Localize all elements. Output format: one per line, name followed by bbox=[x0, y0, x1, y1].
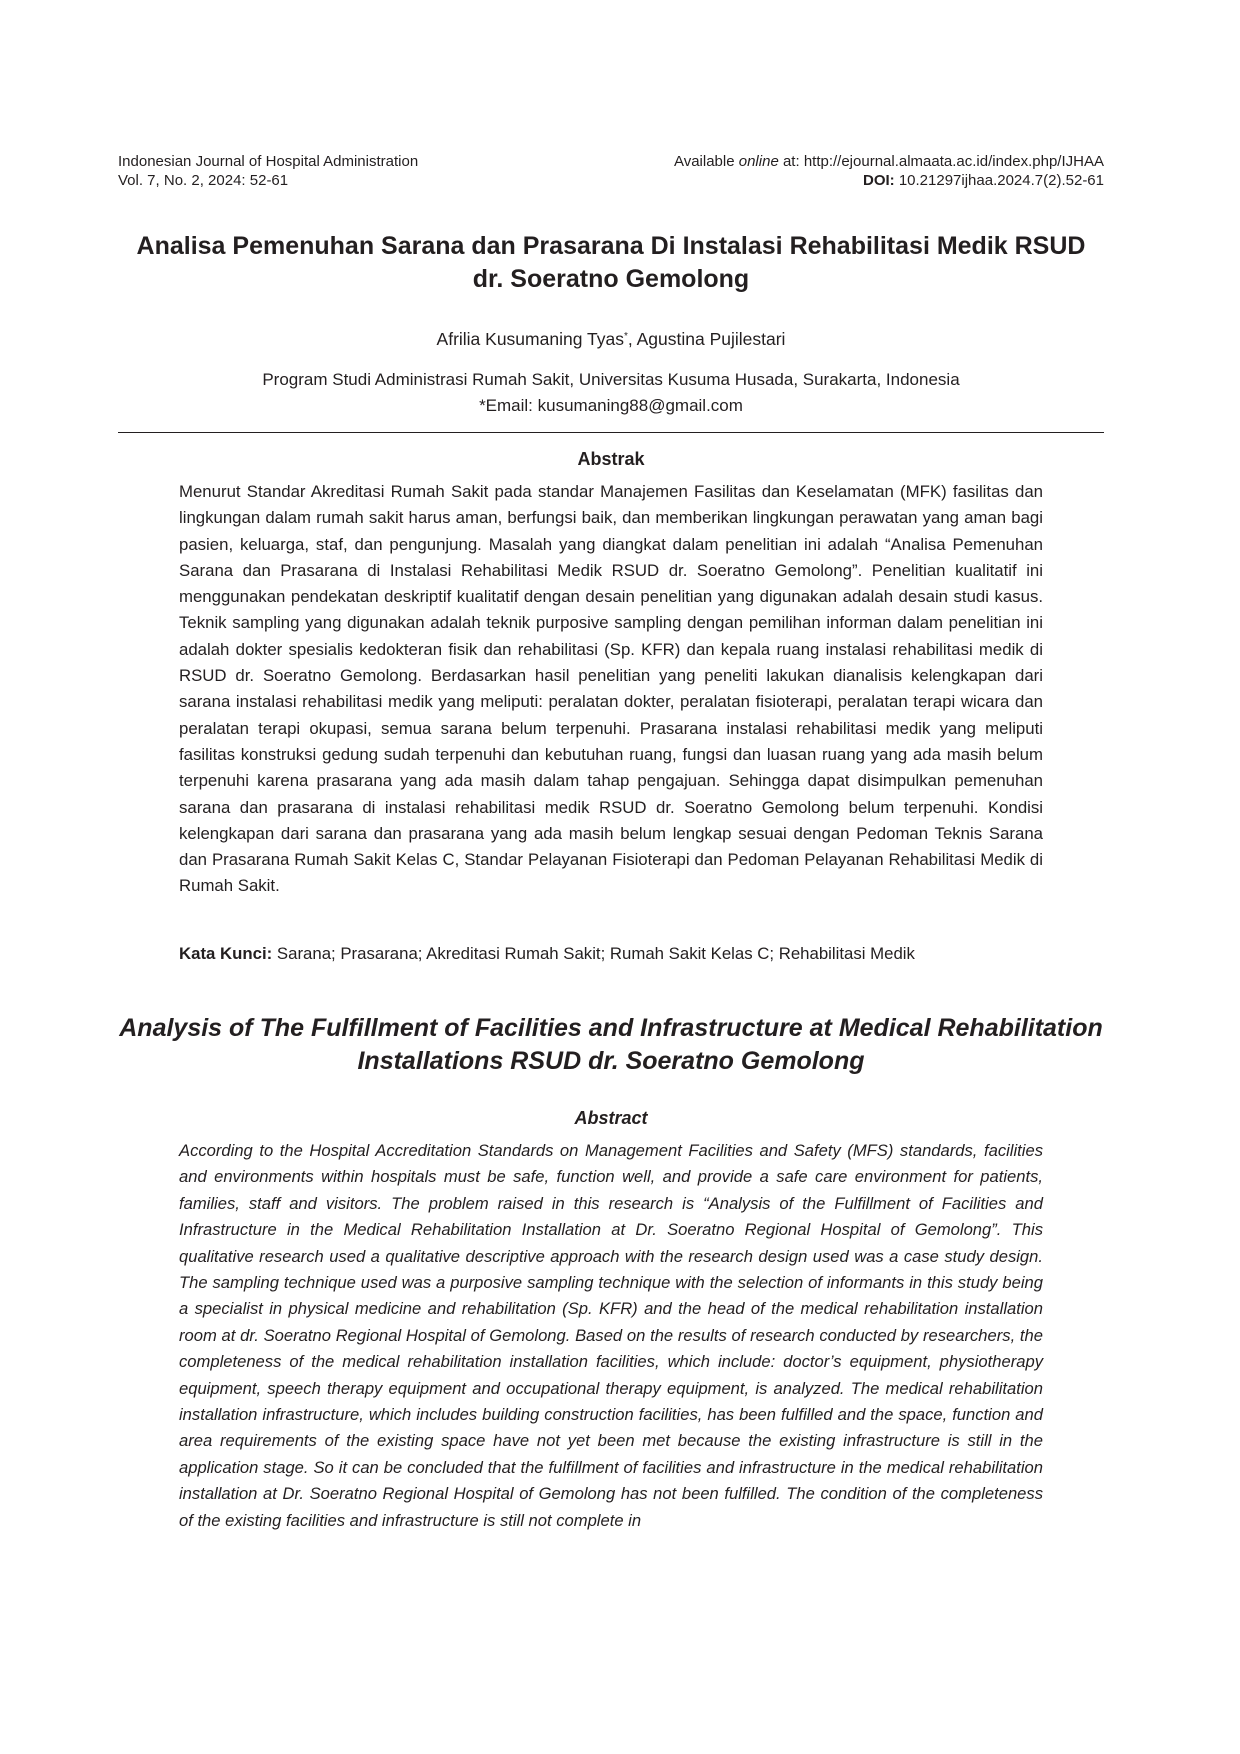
affiliation-block bbox=[118, 367, 1104, 419]
journal-name: Indonesian Journal of Hospital Administration bbox=[118, 153, 419, 170]
corresponding-mark: * bbox=[623, 331, 628, 342]
affiliation: Program Studi Administrasi Rumah Sakit, Universitas Kusuma Husada, Surakarta, Indonesia bbox=[262, 370, 960, 389]
paper-title-indonesian: Analisa Pemenuhan Sarana dan Prasarana Di Instalasi Rehabilitasi Medik RSUD dr. Soeratno Gemolong bbox=[136, 232, 1086, 293]
available-online-word: online bbox=[738, 153, 779, 170]
keywords-line bbox=[179, 943, 1043, 965]
journal-links bbox=[674, 152, 1104, 190]
paper-title-english: Analysis of The Fulfillment of Facilities and Infrastructure at Medical Rehabilitation Installations RSUD dr. Soeratno Gemolong bbox=[119, 1014, 1103, 1075]
keywords-value: Sarana; Prasarana; Akreditasi Rumah Sakit; Rumah Sakit Kelas C; Rehabilitasi Medik bbox=[272, 944, 915, 963]
author-line bbox=[118, 328, 1104, 350]
author-name: Afrilia Kusumaning Tyas bbox=[436, 329, 624, 349]
journal-url[interactable]: at: http://ejournal.almaata.ac.id/index.php/IJHAA bbox=[782, 153, 1104, 170]
abstract-text-english: According to the Hospital Accreditation Standards on Management Facilities and Safety (MFS) standards, facilities and environments within hospitals must be safe, function well, and provide a safe care environment for patients, families, staff and visitors. The problem raised in this research is “Analysis of the Fulfillment of Facilities and Infrastructure in the Medical Rehabilitation Installation at Dr. Soeratno Regional Hospital of Gemolong”. This qualitative research used a qualitative descriptive approach with the research design used was a case study design. The sampling technique used was a purposive sampling technique with the selection of informants in this study being a specialist in physical medicine and rehabilitation (Sp. KFR) and the head of the medical rehabilitation installation room at dr. Soeratno Regional Hospital of Gemolong. Based on the results of research conducted by researchers, the completeness of the medical rehabilitation installation facilities, which include: doctor’s equipment, physiotherapy equipment, speech therapy equipment and occupational therapy equipment, is analyzed. The medical rehabilitation installation infrastructure, which includes building construction facilities, has been fulfilled and the space, function and area requirements of the existing space have not yet been met because the existing infrastructure is still in the application stage. So it can be concluded that the fulfillment of facilities and infrastructure in the medical rehabilitation installation at Dr. Soeratno Regional Hospital of Gemolong has not been fulfilled. The condition of the completeness of the existing facilities and infrastructure is still not complete in bbox=[179, 1141, 1043, 1530]
available-prefix: Available bbox=[673, 153, 735, 170]
abstract-text-indonesian: Menurut Standar Akreditasi Rumah Sakit pada standar Manajemen Fasilitas dan Keselamatan (MFK) fasilitas dan lingkungan dalam rumah sakit harus aman, berfungsi baik, dan memberikan lingkungan perawatan yang aman bagi pasien, keluarga, staf, dan pengunjung. Masalah yang diangkat dalam penelitian ini adalah “Analisa Pemenuhan Sarana dan Prasarana di Instalasi Rehabilitasi Medik RSUD dr. Soeratno Gemolong”. Penelitian kualitatif ini menggunakan pendekatan deskriptif kualitatif dengan desain penelitian yang digunakan adalah desain studi kasus. Teknik sampling yang digunakan adalah teknik purposive sampling dengan pemilihan informan dalam penelitian ini adalah dokter spesialis kedokteran fisik dan rehabilitasi (Sp. KFR) dan kepala ruang instalasi rehabilitasi medik di RSUD dr. Soeratno Gemolong. Berdasarkan hasil penelitian yang peneliti lakukan dianalisis kelengkapan dari sarana instalasi rehabilitasi medik yang meliputi: peralatan dokter, peralatan fisioterapi, peralatan terapi wicara dan peralatan terapi okupasi, semua sarana belum terpenuhi. Prasarana instalasi rehabilitasi medik yang meliputi fasilitas konstruksi gedung sudah terpenuhi dan kebutuhan ruang, fungsi dan luasan ruang yang ada masih belum terpenuhi karena prasarana yang ada masih dalam tahap pengajuan. Sehingga dapat disimpulkan pemenuhan sarana dan prasarana di instalasi rehabilitasi medik RSUD dr. Soeratno Gemolong belum terpenuhi. Kondisi kelengkapan dari sarana dan prasarana yang ada masih belum lengkap sesuai dengan Pedoman Teknis Sarana dan Prasarana Rumah Sakit Kelas C, Standar Pelayanan Fisioterapi dan Pedoman Pelayanan Rehabilitasi Medik di Rumah Sakit. bbox=[179, 482, 1043, 896]
journal-info bbox=[118, 152, 418, 190]
section-divider bbox=[118, 432, 1104, 433]
abstract-heading-indonesian: Abstrak bbox=[577, 449, 645, 469]
doi-line bbox=[674, 171, 1104, 190]
doi-label: DOI: bbox=[862, 172, 895, 189]
author-email[interactable]: *Email: kusumaning88@gmail.com bbox=[479, 396, 743, 415]
author-name: , Agustina Pujilestari bbox=[627, 329, 786, 349]
available-online-line bbox=[674, 152, 1104, 171]
keywords-label: Kata Kunci: bbox=[179, 944, 273, 963]
abstract-heading-english: Abstract bbox=[574, 1108, 648, 1128]
doi-value[interactable]: 10.21297ijhaa.2024.7(2).52-61 bbox=[898, 172, 1104, 189]
journal-volume: Vol. 7, No. 2, 2024: 52-61 bbox=[118, 172, 289, 189]
